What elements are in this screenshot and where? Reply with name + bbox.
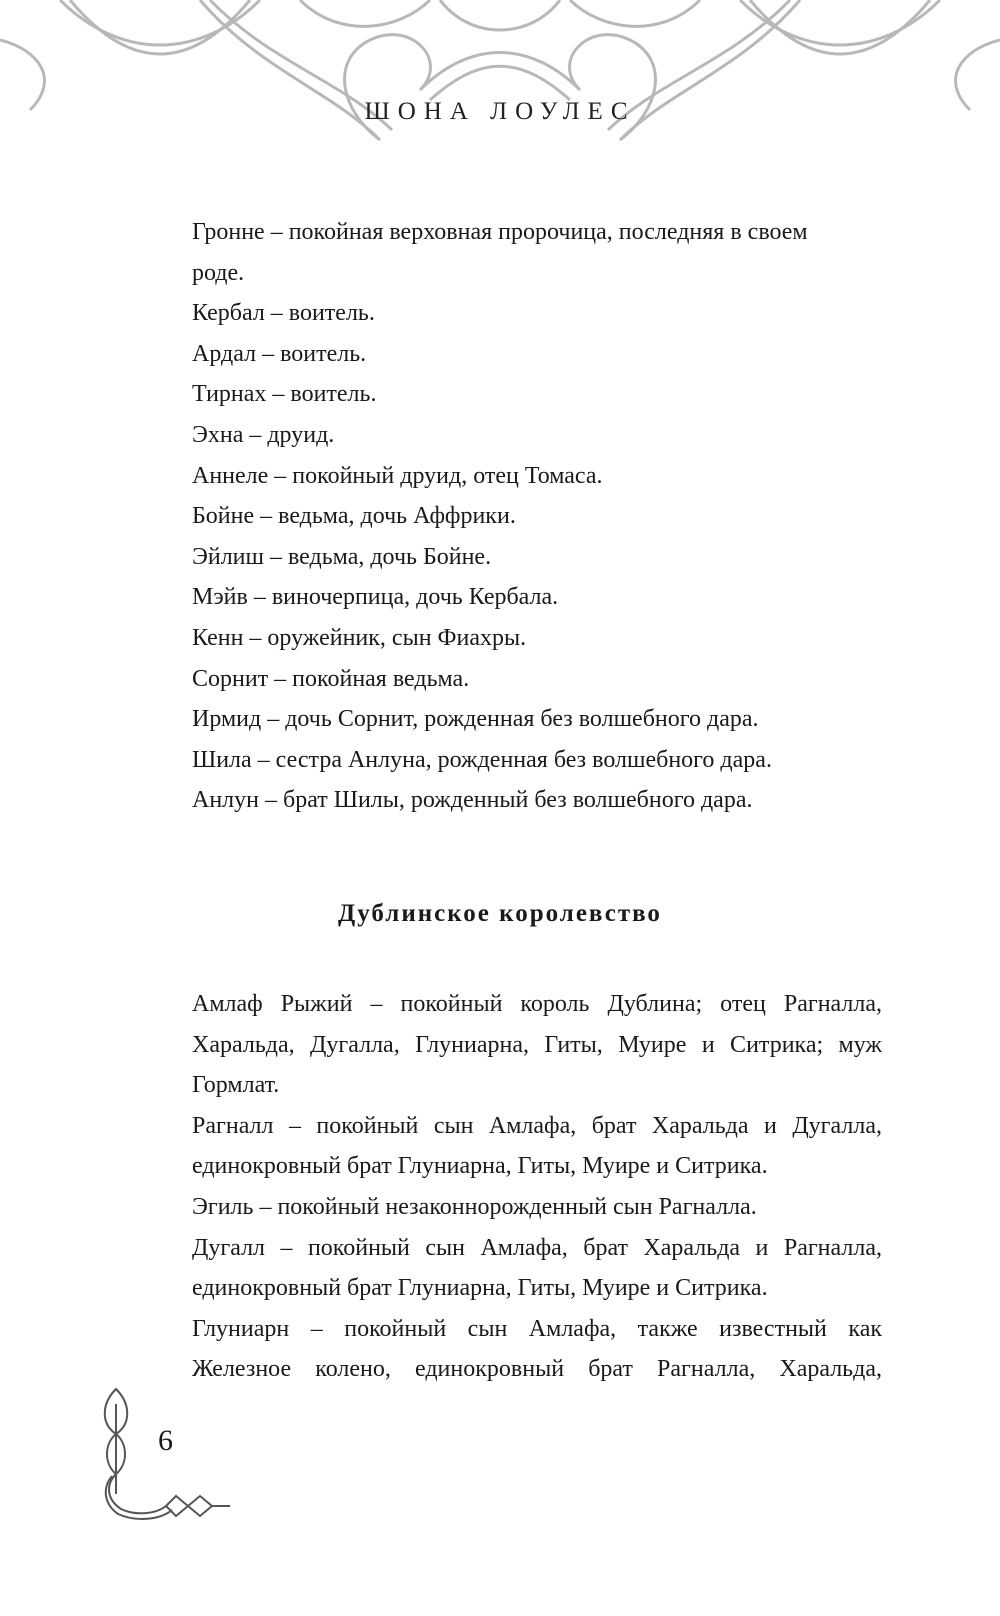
celtic-knot-header-ornament — [0, 0, 1000, 150]
list-item: Кербал – воитель. — [192, 300, 375, 327]
list-item: Дугалл – покойный сын Амлафа, брат Харальда и Рагналла, — [192, 1234, 882, 1261]
list-item: Амлаф Рыжий – покойный король Дублина; отец Рагналла, — [192, 991, 882, 1017]
list-item: Харальда, Дугалла, Глуниарна, Гиты, Муире и Ситрика; муж — [192, 1031, 882, 1058]
list-item: Эгиль – покойный незаконнорожденный сын Рагналла. — [192, 1193, 757, 1220]
list-item: Железное колено, единокровный брат Рагналла, Харальда, — [192, 1356, 882, 1383]
dublin-kingdom-list — [192, 984, 882, 1390]
characters-list — [192, 212, 882, 821]
list-item: Ирмид – дочь Сорнит, рожденная без волшебного дара. — [192, 706, 759, 733]
list-item: Эхна – друид. — [192, 421, 335, 448]
list-item: Мэйв – виночерпица, дочь Кербала. — [192, 584, 559, 611]
list-item: Анлун – брат Шилы, рожденный без волшебного дара. — [192, 787, 753, 814]
list-item: единокровный брат Глуниарна, Гиты, Муире и Ситрика. — [192, 1275, 768, 1302]
page-number: 6 — [158, 1424, 173, 1457]
list-item: Кенн – оружейник, сын Фиахры. — [192, 624, 527, 651]
list-item: Аннеле – покойный друид, отец Томаса. — [192, 462, 603, 489]
list-item: Эйлиш – ведьма, дочь Бойне. — [192, 543, 492, 570]
list-item: Глуниарн – покойный сын Амлафа, также известный как — [192, 1315, 882, 1342]
list-item: Шила – сестра Анлуна, рожденная без волшебного дара. — [192, 746, 772, 773]
list-item: Тирнах – воитель. — [192, 381, 377, 408]
list-item: Гормлат. — [192, 1072, 280, 1099]
section-heading: Дублинское королевство — [338, 900, 662, 927]
running-head-author: ШОНА ЛОУЛЕС — [364, 98, 636, 125]
list-item: Ардал – воитель. — [192, 340, 367, 367]
list-item: роде. — [192, 259, 245, 286]
list-item: Бойне – ведьма, дочь Аффрики. — [192, 503, 516, 530]
list-item: единокровный брат Глуниарна, Гиты, Муире и Ситрика. — [192, 1153, 768, 1180]
list-item: Рагналл – покойный сын Амлафа, брат Харальда и Дугалла, — [192, 1112, 882, 1139]
list-item: Сорнит – покойная ведьма. — [192, 665, 470, 692]
list-item: Гронне – покойная верховная пророчица, последняя в своем — [192, 219, 808, 245]
